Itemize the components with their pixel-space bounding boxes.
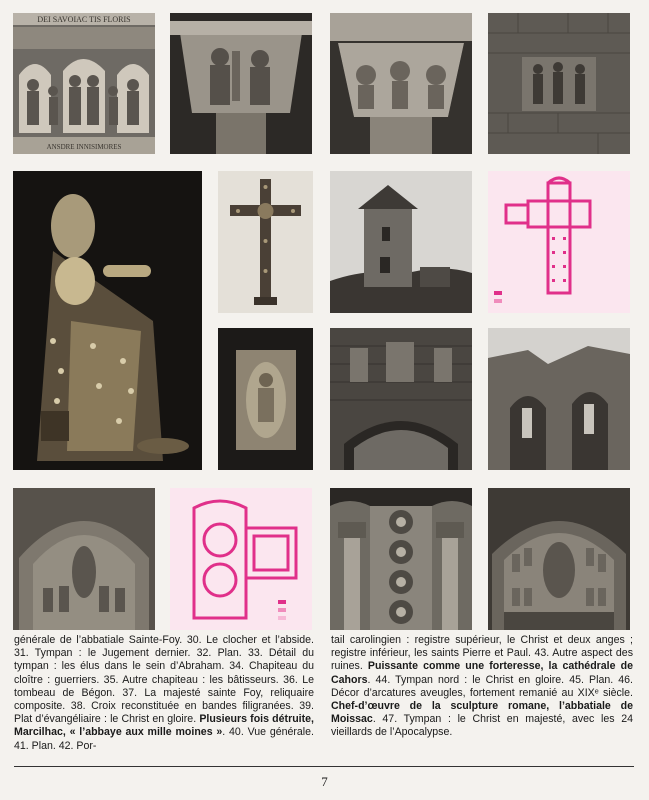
plan-marcilhac xyxy=(488,171,630,313)
photo-cahors-arcades xyxy=(330,488,472,630)
photo-gospel-plate xyxy=(218,328,313,470)
caption-bold-heading: Chef-d’œuvre de la sculpture romane, l’abbatiale de Moissac xyxy=(331,700,633,726)
caption-text: générale de l’abbatiale Sainte-Foy. 30. Le clocher et l’abside. 31. Tympan : le Jugement dernier. 32. Plan. 33. Détail du tympan : les élus dans le sein d’Abraham. 34. Chapiteau du cloître : guerriers. 35. Autre chapiteau : les bâtisseurs. 36. Le tombeau de Bégon. 37. La majesté sainte Foy, reliquaire composite. 38. Croix reconstituée en bandes filigranées. 39. Plat d’évangéliaire : le Christ en gloire. xyxy=(14,634,314,726)
caption-bold-heading: Plusieurs fois détruite, Marcilhac, « l’abbaye aux mille moines » xyxy=(14,713,314,739)
footer-rule xyxy=(14,766,634,767)
caption-right-column xyxy=(331,634,633,740)
photo-capital-builders xyxy=(330,13,472,154)
photo-marcilhac-ruins xyxy=(488,328,630,470)
caption-bold-heading: Puissante comme une forteresse, la cathédrale de Cahors xyxy=(331,660,633,686)
photo-tomb-begon xyxy=(488,13,630,154)
caption-left-column xyxy=(14,634,314,753)
photo-cahors-tympanum xyxy=(13,488,155,630)
photo-majesty-sainte-foy xyxy=(13,171,202,470)
caption-text: . 40. Vue générale. 41. Plan. 42. Por- xyxy=(14,726,315,752)
page-number: 7 xyxy=(321,774,328,789)
tympanum-inscription-bottom: ANSDRE INNISIMORES xyxy=(46,143,122,151)
plan-cahors xyxy=(170,488,312,630)
photo-marcilhac-portal xyxy=(330,328,472,470)
photo-moissac-tympanum xyxy=(488,488,630,630)
photo-marcilhac-tower xyxy=(330,171,472,313)
caption-text: tail carolingien : registre supérieur, le Christ et deux anges ; registre inférieur, les saints Pierre et Paul. 43. Autre aspect des ruines. xyxy=(331,634,633,673)
photo-capital-warriors xyxy=(170,13,312,154)
photo-tympanum-detail xyxy=(13,13,155,154)
tympanum-inscription: DEI SAVOIAC TIS FLORIS xyxy=(37,15,131,24)
caption-text: . 44. Tympan nord : le Christ en gloire. 45. Plan. 46. Décor d’arcatures aveugles, fortement remanié au XIXᵉ siècle. xyxy=(331,673,633,699)
caption-text: . 47. Tympan : le Christ en majesté, avec les 24 vieillards de l’Apocalypse. xyxy=(331,713,633,739)
photo-cross-filigree xyxy=(218,171,313,313)
